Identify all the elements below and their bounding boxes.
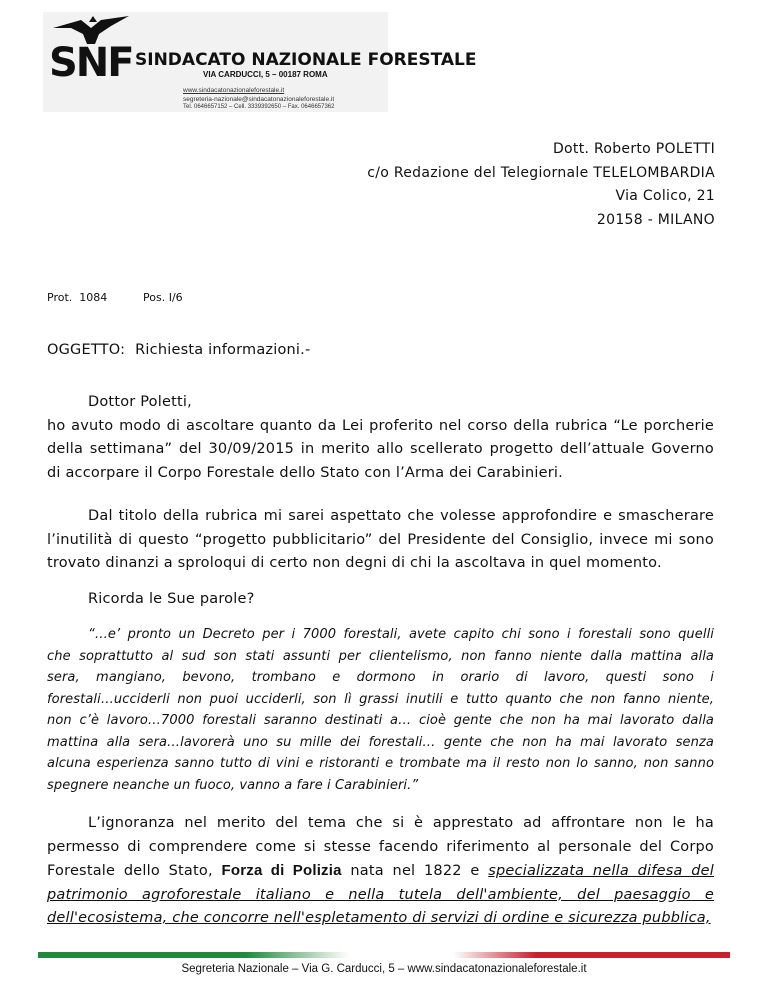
quoted-statement (47, 624, 714, 796)
question-paragraph (47, 588, 714, 612)
greeting: Dottor Poletti, (88, 394, 192, 410)
emphasized-text: patrimonio agroforestale italiano e nella tutela dell'ambiente, del paesaggio e (47, 886, 714, 903)
quote-line: forestali…ucciderli non puoi ucciderli, son lì grassi inutili e tutto quanto che non fanno niente, (47, 691, 714, 707)
quote-line: spegnere neanche un fuoco, vanno a fare i Carabinieri.” (47, 777, 419, 793)
quote-line: mattina alla sera…lavorerà uno su mille dei forestali… gente che non ha mai lavorato senza (47, 734, 714, 750)
quote-line: alcuna esperienza sanno tutto di vini e ristoranti e trombate ma il resto non lo sanno, non sanno (47, 756, 714, 771)
recipient-address (367, 138, 715, 232)
protocol-number: Prot. 1084 (47, 291, 108, 304)
quote-line: sera, mangiano, bevono, trombano e dormono in orario di lavoro, questi sono i (47, 670, 714, 685)
paragraph-line: della settimana” del 30/09/2015 in merito allo scellerato progetto dell’attuale Governo (47, 441, 714, 457)
paragraph-line: Dal titolo della rubrica mi sarei aspettato che volesse approfondire e smascherare (88, 508, 714, 524)
quote-line: che soprattutto al sud son stati assunti per clientelismo, non fanno niente dalla mattina alla (47, 648, 714, 664)
organization-email: segreteria-nazionale@sindacatonazionaleforestale.it (183, 96, 335, 103)
logo-wordmark: SNF (49, 40, 133, 86)
position-code: Pos. I/6 (143, 291, 183, 304)
emphasized-text: specializzata nella difesa del (488, 863, 715, 879)
highlighted-term: Forza di Polizia (221, 862, 342, 879)
organization-name: SINDACATO NAZIONALE FORESTALE (135, 50, 477, 70)
recipient-care-of: c/o Redazione del Telegiornale TELELOMBARDIA (367, 164, 715, 181)
text-fragment: nata nel 1822 e (350, 863, 480, 879)
letterhead (43, 12, 477, 112)
quote-line: non c’è lavoro…7000 forestali saranno destinati a… cioè gente che non ha mai lavorato dalla (47, 713, 714, 728)
paragraph-3 (47, 812, 714, 931)
text-fragment: Forestale dello Stato, (47, 863, 213, 879)
paragraph-line (47, 859, 714, 884)
quote-line: “…e’ pronto un Decreto per i 7000 forestali, avete capito chi sono i forestali sono quelli (88, 627, 714, 642)
paragraph-line: L’ignoranza nel merito del tema che si è apprestato ad affrontare non le ha (88, 815, 714, 831)
subject-label: OGGETTO: (47, 342, 126, 358)
paragraph-line: permesso di comprendere come si stesse facendo riferimento al personale del Corpo (47, 838, 714, 855)
recipient-city: 20158 - MILANO (596, 211, 715, 228)
paragraph-line: trovato dinanzi a sproloqui di certo non degni di chi la ascoltava in quel momento. (47, 555, 662, 571)
footer-address: Segreteria Nazionale – Via G. Carducci, 5 – www.sindacatonazionaleforestale.it (181, 963, 587, 975)
recipient-street: Via Colico, 21 (615, 188, 715, 204)
paragraph-line: l’inutilità di questo “progetto pubblicitario” del Presidente del Consiglio, invece mi sono (47, 531, 714, 548)
subject-text: Richiesta informazioni.- (135, 342, 311, 358)
paragraph-line: ho avuto modo di ascoltare quanto da Lei proferito nel corso della rubrica “Le porcherie (47, 417, 714, 434)
emphasized-text: dell'ecosistema, che concorre nell'espletamento di servizi di ordine e sicurezza pubblica, (47, 910, 711, 926)
paragraph-line: di accorpare il Corpo Forestale dello Stato con l’Arma dei Carabinieri. (47, 464, 563, 481)
organization-address: VIA CARDUCCI, 5 – 00187 ROMA (203, 70, 328, 79)
tricolor-footer-bar (38, 952, 730, 958)
subject-line (47, 342, 310, 358)
recipient-name: Dott. Roberto POLETTI (552, 141, 715, 157)
paragraph-1 (47, 391, 714, 485)
organization-website-link[interactable]: www.sindacatonazionaleforestale.it (183, 87, 285, 94)
organization-phones: Tel. 0646657152 – Cell. 3339392650 – Fax. 0646657362 (183, 104, 335, 110)
paragraph-2 (47, 505, 714, 576)
question-text: Ricorda le Sue parole? (88, 591, 255, 607)
